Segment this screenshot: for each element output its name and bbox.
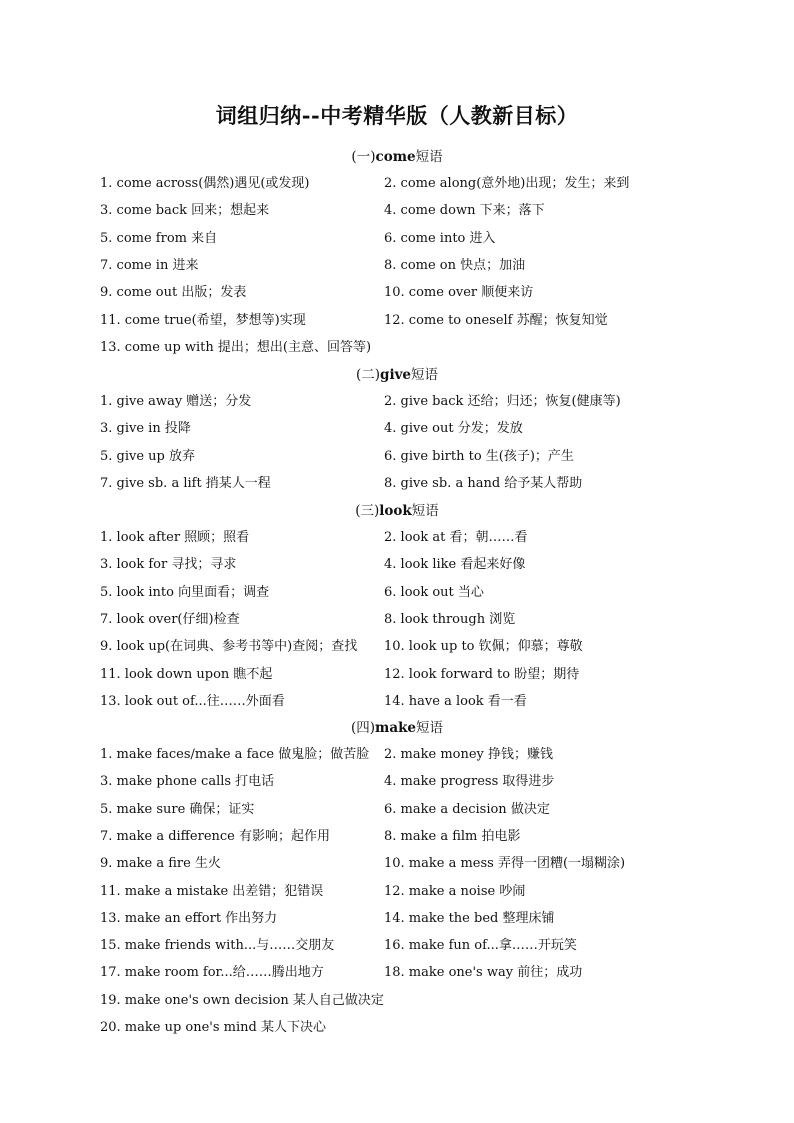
phrase-item-right: 14. have a look 看一看 (384, 693, 527, 709)
phrase-item-right: 6. make a decision 做决定 (384, 801, 550, 817)
phrase-item-right: 12. look forward to 盼望；期待 (384, 666, 580, 682)
section-keyword: make (375, 720, 417, 736)
section-heading (0, 716, 794, 736)
phrase-item-right: 14. make the bed 整理床铺 (384, 910, 555, 926)
phrase-item-left: 17. make room for...给……腾出地方 (100, 965, 324, 981)
phrase-item-left: 9. come out 出版；发表 (100, 285, 247, 301)
phrase-item-left: 7. come in 进来 (100, 257, 199, 273)
phrase-item-left: 3. give in 投降 (100, 421, 191, 437)
phrase-item-left: 13. make an effort 作出努力 (100, 910, 278, 926)
phrase-item-left: 1. look after 照顾；照看 (100, 530, 250, 545)
phrase-item-right: 2. look at 看；朝……看 (384, 530, 528, 545)
phrase-item-right: 10. look up to 钦佩；仰慕；尊敬 (384, 639, 583, 655)
phrase-item-left: 1. come across(偶然)遇见(或发现) (100, 176, 310, 191)
phrase-item-left: 13. come up with 提出；想出(主意、回答等) (100, 339, 372, 355)
phrase-item-left: 1. make faces/make a face 做鬼脸；做苦脸 (100, 747, 370, 762)
phrase-item-right: 6. give birth to 生(孩子)；产生 (384, 448, 574, 464)
phrase-item-right: 6. look out 当心 (384, 584, 484, 600)
phrase-item-right: 8. make a film 拍电影 (384, 828, 521, 844)
phrase-item-left: 11. make a mistake 出差错；犯错误 (100, 883, 324, 899)
phrase-item-right: 12. come to oneself 苏醒；恢复知觉 (384, 312, 608, 328)
phrase-item-left: 7. make a difference 有影响；起作用 (100, 828, 330, 844)
section-heading (0, 363, 794, 383)
phrase-item-left: 3. look for 寻找；寻求 (100, 557, 237, 573)
phrase-item-right: 4. give out 分发；发放 (384, 421, 523, 437)
section-number: (一) (351, 149, 376, 165)
phrase-item-left: 20. make up one's mind 某人下决心 (100, 1020, 326, 1035)
phrase-item-right: 4. make progress 取得进步 (384, 774, 555, 790)
phrase-item-right: 4. look like 看起来好像 (384, 557, 526, 573)
phrase-item-right: 2. give back 还给；归还；恢复(健康等) (384, 394, 621, 409)
phrase-item-left: 5. make sure 确保；证实 (100, 801, 255, 817)
phrase-item-right: 4. come down 下来；落下 (384, 203, 545, 219)
phrase-item-right: 6. come into 进入 (384, 230, 496, 246)
phrase-item-left: 9. make a fire 生火 (100, 856, 221, 872)
section-keyword: give (380, 367, 412, 383)
phrase-item-right: 12. make a noise 吵闹 (384, 883, 526, 899)
document-title: 词组归纳--中考精华版（人教新目标） (215, 103, 579, 128)
section-heading (0, 145, 794, 165)
phrase-item-left: 11. come true(希望，梦想等)实现 (100, 312, 306, 328)
section-suffix: 短语 (415, 149, 443, 165)
phrase-item-right: 18. make one's way 前往；成功 (384, 965, 583, 981)
phrase-item-right: 2. make money 挣钱；赚钱 (384, 747, 554, 762)
phrase-item-left: 1. give away 赠送；分发 (100, 394, 252, 409)
phrase-item-left: 5. give up 放弃 (100, 448, 196, 464)
phrase-item-left: 15. make friends with...与……交朋友 (100, 938, 335, 954)
section-keyword: come (375, 149, 416, 165)
phrase-item-right: 10. make a mess 弄得一团糟(一塌糊涂) (384, 856, 626, 872)
phrase-item-left: 11. look down upon 瞧不起 (100, 666, 273, 682)
phrase-item-left: 7. look over(仔细)检查 (100, 611, 240, 627)
phrase-item-left: 3. come back 回来；想起来 (100, 203, 270, 219)
phrase-item-right: 10. come over 顺便来访 (384, 285, 534, 301)
phrase-item-right: 16. make fun of...拿……开玩笑 (384, 938, 577, 954)
section-suffix: 短语 (416, 720, 444, 736)
section-number: (二) (355, 367, 381, 383)
section-number: (三) (355, 503, 380, 519)
section-number: (四) (350, 720, 376, 736)
phrase-item-left: 13. look out of...往……外面看 (100, 693, 285, 709)
section-suffix: 短语 (411, 367, 439, 383)
phrase-item-right: 2. come along(意外地)出现；发生；来到 (384, 176, 630, 191)
phrase-item-right: 8. give sb. a hand 给予某人帮助 (384, 475, 583, 491)
section-heading (0, 499, 794, 519)
phrase-item-left: 5. come from 来自 (100, 230, 218, 246)
phrase-item-left: 7. give sb. a lift 捎某人一程 (100, 475, 271, 491)
section-keyword: look (379, 503, 412, 519)
phrase-item-left: 3. make phone calls 打电话 (100, 774, 275, 790)
phrase-item-left: 19. make one's own decision 某人自己做决定 (100, 992, 384, 1008)
phrase-item-right: 8. look through 浏览 (384, 611, 516, 627)
phrase-item-left: 5. look into 向里面看；调查 (100, 584, 270, 600)
phrase-item-left: 9. look up(在词典、参考书等中)查阅；查找 (100, 639, 358, 655)
section-suffix: 短语 (411, 503, 439, 519)
phrase-item-right: 8. come on 快点；加油 (384, 257, 526, 273)
